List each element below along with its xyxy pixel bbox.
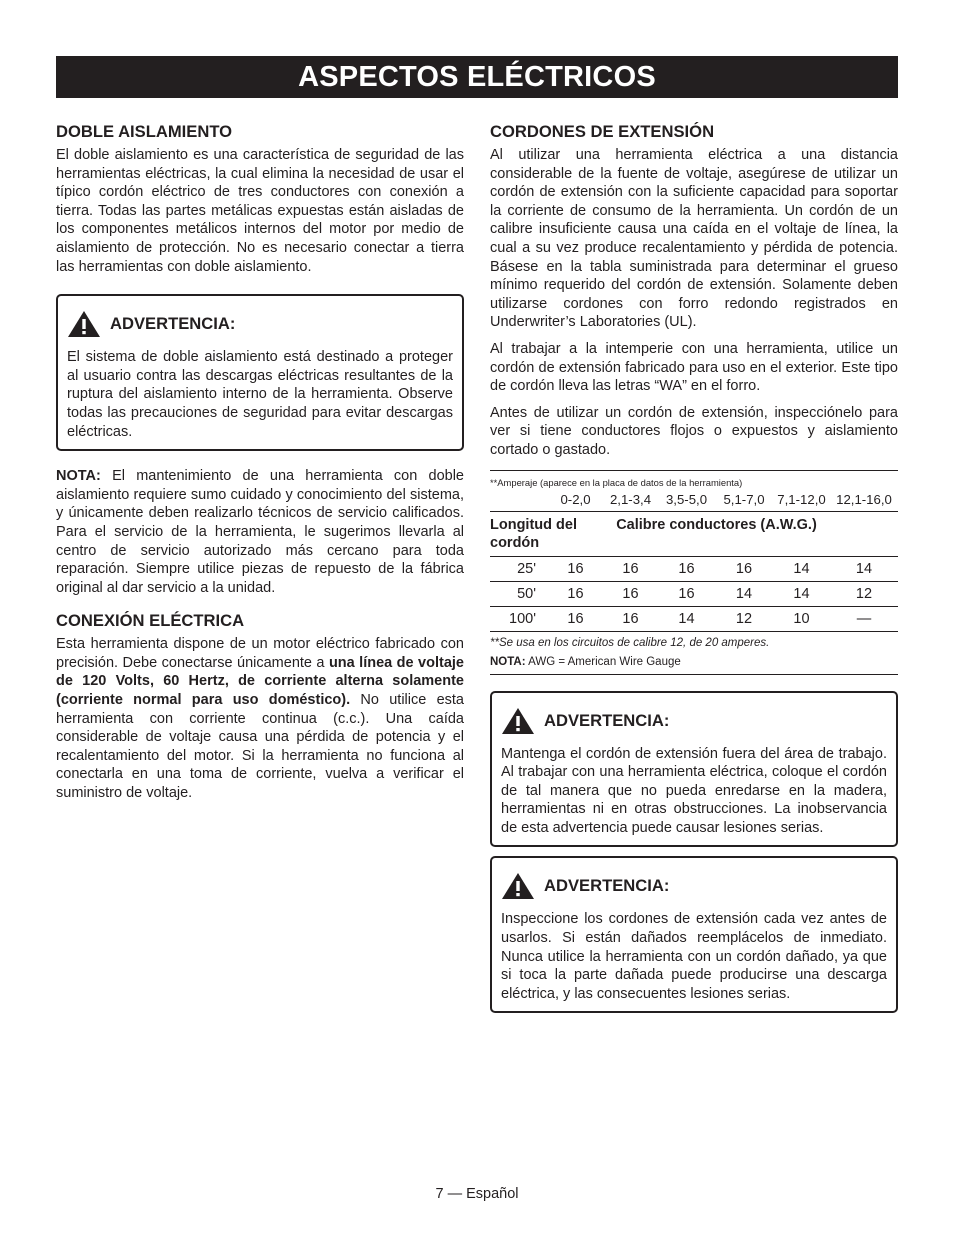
warning-triangle-icon	[67, 310, 101, 338]
gauge-cell: 10	[773, 606, 830, 631]
warning-box-inspect-cords	[490, 856, 898, 1013]
gauge-cell: 12	[830, 581, 898, 606]
amp-range: 2,1-3,4	[609, 492, 652, 507]
nota-paragraph	[56, 467, 464, 597]
gauge-cell: 14	[658, 606, 715, 631]
warning-text: Mantenga el cordón de extensión fuera del área de trabajo. Al trabajar con una herramienta eléctrica, coloque el cordón de tal manera que no pueda enredarse en la madera, herramientas ni en otras obstrucciones. La inobservancia de esta advertencia puede causar lesiones serias.	[501, 745, 887, 836]
gauge-table	[490, 489, 898, 632]
gauge-cell: 16	[658, 581, 715, 606]
footnote-text: **Se usa en los circuitos de calibre 12, de 20 amperes.	[490, 636, 770, 649]
gauge-cell: 14	[773, 556, 830, 581]
table-row	[490, 556, 898, 581]
warning-text: Inspeccione los cordones de extensión cada vez antes de usarlos. Si están dañados reemplácelos de inmediato. Nunca utilice la herramienta con un cordón dañado, ya que si toca la parte dañada puede producirse una descarga eléctrica, y las consecuentes lesiones serias.	[501, 911, 887, 1002]
amp-range: 3,5-5,0	[665, 492, 708, 507]
cord-length: 50'	[490, 581, 548, 606]
gauge-cell: 14	[830, 556, 898, 581]
gauge-cell: 16	[548, 581, 603, 606]
cord-length: 25'	[490, 556, 548, 581]
conexion-electrica-heading: CONEXIÓN ELÉCTRICA	[56, 611, 245, 631]
nota-label: NOTA:	[56, 468, 101, 485]
extension-cord-table	[490, 470, 898, 675]
doble-aislamiento-text: El doble aislamiento es una característica de seguridad de las herramientas eléctricas, la cual elimina la necesidad de usar el típico cordón eléctrico de tres conductores con conexión a tierra. Todas las partes metálicas expuestas están aisladas de los componentes metálicos internos del motor por medio de aislamiento de protección. No es necesario conectar a tierra las herramientas con doble aislamiento.	[56, 147, 464, 275]
warning-triangle-icon	[501, 872, 535, 900]
gauge-cell: 14	[715, 581, 773, 606]
cordones-p1: Al utilizar una herramienta eléctrica a una distancia considerable de la fuente de voltaje, asegúrese de utilizar un cordón de extensión con la suficiente capacidad para soportar la corriente de consumo de la herramienta. Un cordón de un calibre insuficiente causa una caída en el voltaje de línea, la cual a su vez produce recalentamiento y pérdida de potencia. Básese en la tabla suministrada para determinar el grueso mínimo requerido del cordón de extensión. Solamente deben utilizarse cordones con forro redondo registrados en Underwriter’s Laboratories (UL).	[490, 147, 898, 331]
page-title: ASPECTOS ELÉCTRICOS	[56, 56, 898, 98]
table-row	[490, 606, 898, 631]
gauge-cell: 16	[715, 556, 773, 581]
gauge-cell: 12	[715, 606, 773, 631]
gauge-cell: 16	[603, 556, 658, 581]
gauge-cell: —	[830, 606, 898, 631]
awg-note-label: NOTA:	[490, 655, 526, 668]
gauge-cell: 16	[548, 606, 603, 631]
table-footnote	[490, 636, 898, 651]
table-header-row	[490, 511, 898, 556]
warning-label: ADVERTENCIA:	[544, 710, 670, 730]
conexion-text-bold: una línea de voltaje de 120 Volts, 60 Hertz, de corriente alterna solamente (corriente normal para uso doméstico).	[56, 654, 464, 709]
left-column	[56, 122, 464, 811]
warning-text: El sistema de doble aislamiento está destinado a proteger al usuario contra las descargas eléctricas resultantes de la ruptura del aislamiento interno de la herramienta. Observe todas las precauciones de seguridad para evitar descargas eléctricas.	[67, 349, 453, 440]
amperage-row	[490, 489, 898, 512]
col-header-gauge: Calibre conductores (A.W.G.)	[603, 511, 830, 556]
right-column	[490, 122, 898, 1013]
amp-range: 0-2,0	[560, 492, 591, 507]
cord-length: 100'	[490, 606, 548, 631]
amp-range: 5,1-7,0	[723, 492, 765, 507]
amp-range: 12,1-16,0	[836, 492, 892, 507]
cordones-heading: CORDONES DE EXTENSIÓN	[490, 122, 715, 141]
gauge-cell: 16	[658, 556, 715, 581]
warning-triangle-icon	[501, 707, 535, 735]
nota-text: El mantenimiento de una herramienta con doble aislamiento requiere sumo cuidado y conocimiento del sistema, y únicamente deben realizarlo técnicos de servicio calificados. Para el servicio de la herramienta, le sugerimos llevarla al centro de servicio autorizado más cercano para toda reparación. Siempre utilice piezas de repuesto de la fábrica original al dar servicio a la unidad.	[56, 468, 464, 596]
warning-label: ADVERTENCIA:	[110, 314, 236, 334]
conexion-text-end: No utilice esta herramienta con corriente continua (c.c.). Una caída considerable de voltaje causa una pérdida de potencia y el recalentamiento del motor. Si la herramienta no funciona al conectarla en una toma de corriente, vuelva a verificar el suministro de voltaje.	[56, 692, 464, 802]
doble-aislamiento-heading: DOBLE AISLAMIENTO	[56, 122, 233, 141]
gauge-cell: 14	[773, 581, 830, 606]
awg-note	[490, 655, 898, 670]
table-row	[490, 581, 898, 606]
warning-box-doble-aislamiento	[56, 294, 464, 451]
col-header-length: Longitud del cordón	[490, 511, 603, 556]
gauge-cell: 16	[603, 581, 658, 606]
awg-note-text: AWG = American Wire Gauge	[525, 655, 681, 668]
cordones-p2: Al trabajar a la intemperie con una herramienta, utilice un cordón de extensión fabricado para uso en el exterior. Este tipo de cordón lleva las letras “WA” en el forro.	[490, 340, 898, 395]
warning-box-extension-area	[490, 691, 898, 848]
amperage-note: **Amperaje (aparece en la placa de datos de la herramienta)	[490, 476, 743, 488]
conexion-text-start: Esta herramienta dispone de un motor eléctrico fabricado con precisión. Debe conectarse únicamente a	[56, 636, 464, 671]
page-footer: 7 — Español	[435, 1186, 519, 1202]
warning-label: ADVERTENCIA:	[544, 876, 670, 896]
conexion-electrica-text	[56, 635, 464, 802]
gauge-cell: 16	[603, 606, 658, 631]
amp-range: 7,1-12,0	[777, 492, 826, 507]
cordones-p3: Antes de utilizar un cordón de extensión, inspecciónelo para ver si tiene conductores flojos o expuestos y aislamiento cortado o gastado.	[490, 404, 898, 458]
gauge-cell: 16	[548, 556, 603, 581]
